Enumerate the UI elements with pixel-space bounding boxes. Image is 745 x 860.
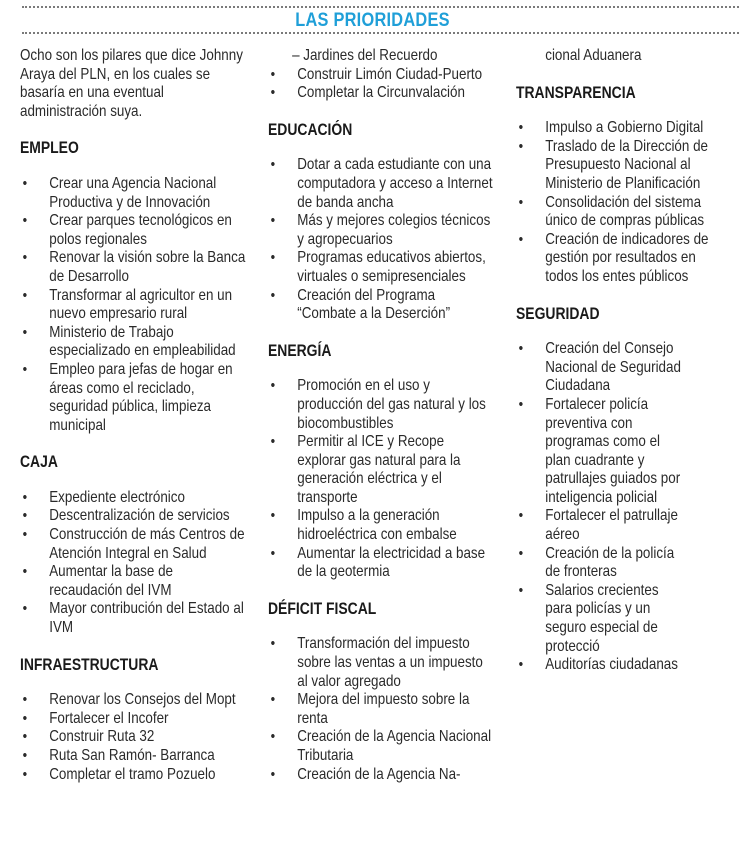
- list-item: • Construcción de más Centros de Atención Integral en Salud: [20, 526, 248, 563]
- intro-paragraph: Ocho son los pilares que dice Johnny Araya del PLN, en los cuales se basaría en una eventual administración suya.: [20, 47, 243, 120]
- educacion-list: [268, 156, 493, 323]
- seguridad-heading: SEGURIDAD: [516, 304, 600, 323]
- list-item: • Renovar los Consejos del Mopt: [20, 691, 248, 710]
- list-item: • Creación de la Agencia Nacional Tributaria: [268, 728, 493, 765]
- deficit-heading: DÉFICIT FISCAL: [268, 599, 377, 618]
- list-item: • Creación de la Agencia Na-: [268, 766, 493, 785]
- list-item: • Más y mejores colegios técnicos y agropecuarios: [268, 212, 493, 249]
- infraestructura-list-cont: [268, 66, 493, 103]
- list-item: • Renovar la visión sobre la Banca de Desarrollo: [20, 249, 248, 286]
- list-item: • Traslado de la Dirección de Presupuesto Nacional al Ministerio de Planificación: [516, 138, 714, 194]
- caja-heading: CAJA: [20, 453, 58, 472]
- empleo-list: [20, 175, 248, 435]
- energia-list: [268, 377, 493, 582]
- list-item: • Construir Limón Ciudad-Puerto: [268, 66, 493, 85]
- list-item: • Consolidación del sistema único de compras públicas: [516, 194, 714, 231]
- list-item: • Mayor contribución del Estado al IVM: [20, 600, 248, 637]
- list-item: • Completar el tramo Pozuelo: [20, 766, 248, 785]
- list-item: • Promoción en el uso y producción del gas natural y los biocombustibles: [268, 377, 493, 433]
- list-item: • Expediente electrónico: [20, 489, 248, 508]
- infraestructura-list: [20, 691, 248, 784]
- list-item: • Dotar a cada estudiante con una computadora y acceso a Internet de banda ancha: [268, 156, 493, 212]
- list-item: • Ruta San Ramón- Barranca: [20, 747, 248, 766]
- list-item: • Construir Ruta 32: [20, 728, 248, 747]
- list-item: • Creación de indicadores de gestión por resultados en todos los entes públicos: [516, 231, 714, 287]
- list-item: • Transformar al agricultor en un nuevo empresario rural: [20, 287, 248, 324]
- list-item: • Salarios crecientes para policías y un seguro especial de protecció: [516, 582, 688, 656]
- list-item: • Auditorías ciudadanas: [516, 656, 688, 675]
- list-item: • Fortalecer policía preventiva con programas como el plan cuadrante y patrullajes guiados por inteligencia policial: [516, 396, 688, 508]
- list-item: • Completar la Circunvalación: [268, 84, 493, 103]
- list-item: • Ministerio de Trabajo especializado en empleabilidad: [20, 324, 248, 361]
- list-item: • Creación del Consejo Nacional de Seguridad Ciudadana: [516, 340, 688, 396]
- deficit-continuation: cional Aduanera: [545, 47, 642, 64]
- list-item: • Transformación del impuesto sobre las ventas a un impuesto al valor agregado: [268, 635, 493, 691]
- seguridad-list: [516, 340, 688, 675]
- list-item: • Creación de la policía de fronteras: [516, 545, 688, 582]
- list-item: • Aumentar la base de recaudación del IVM: [20, 563, 248, 600]
- list-item: • Fortalecer el patrullaje aéreo: [516, 507, 688, 544]
- empleo-heading: EMPLEO: [20, 139, 79, 158]
- title-dotted-rule: [22, 32, 739, 34]
- list-item: • Empleo para jefas de hogar en áreas como el reciclado, seguridad pública, limpieza municipal: [20, 361, 248, 435]
- top-dotted-rule: [22, 6, 739, 8]
- list-item: • Mejora del impuesto sobre la renta: [268, 691, 493, 728]
- list-item: • Aumentar la electricidad a base de la geotermia: [268, 545, 493, 582]
- transparencia-list: [516, 119, 714, 286]
- list-item: • Permitir al ICE y Recope explorar gas natural para la generación eléctrica y el transporte: [268, 433, 493, 507]
- educacion-heading: EDUCACIÓN: [268, 120, 353, 139]
- list-item: • Crear parques tecnológicos en polos regionales: [20, 212, 248, 249]
- deficit-list: [268, 635, 493, 784]
- column-1: [20, 47, 248, 784]
- list-item: • Fortalecer el Incofer: [20, 710, 248, 729]
- page-title: LAS PRIORIDADES: [295, 10, 450, 31]
- infraestructura-heading: INFRAESTRUCTURA: [20, 655, 159, 674]
- transparencia-heading: TRANSPARENCIA: [516, 83, 636, 102]
- infraestructura-continuation: – Jardines del Recuerdo: [292, 47, 438, 64]
- column-2: [268, 47, 493, 784]
- caja-list: [20, 489, 248, 638]
- energia-heading: ENERGÍA: [268, 341, 332, 360]
- list-item: • Impulso a la generación hidroeléctrica con embalse: [268, 507, 493, 544]
- list-item: • Programas educativos abiertos, virtuales o semipresenciales: [268, 249, 493, 286]
- list-item: • Crear una Agencia Nacional Productiva y de Innovación: [20, 175, 248, 212]
- list-item: • Creación del Programa “Combate a la Deserción”: [268, 287, 493, 324]
- column-3: [516, 47, 740, 675]
- list-item: • Impulso a Gobierno Digital: [516, 119, 714, 138]
- list-item: • Descentralización de servicios: [20, 507, 248, 526]
